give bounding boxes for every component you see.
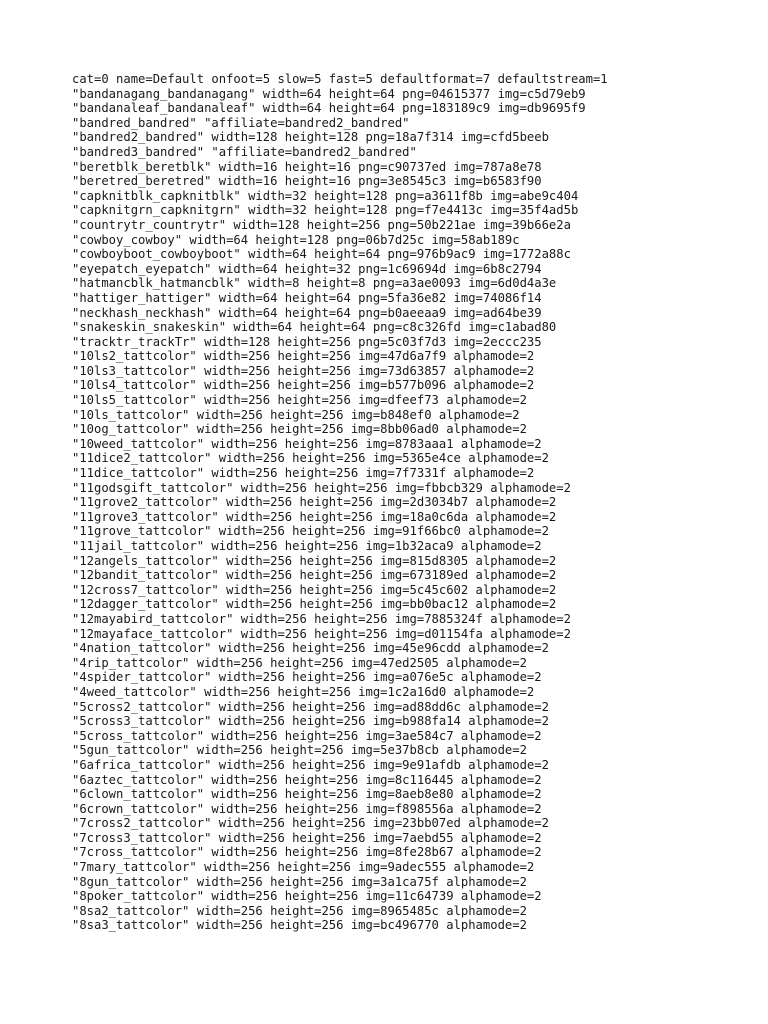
text-line: "7mary_tattcolor" width=256 height=256 img=9adec555 alphamode=2 bbox=[72, 860, 535, 875]
text-line: "4weed_tattcolor" width=256 height=256 img=1c2a16d0 alphamode=2 bbox=[72, 684, 535, 699]
text-line: "8poker_tattcolor" width=256 height=256 img=11c64739 alphamode=2 bbox=[72, 889, 542, 904]
text-line: "11grove_tattcolor" width=256 height=256 img=91f66bc0 alphamode=2 bbox=[72, 524, 549, 539]
text-line: "6aztec_tattcolor" width=256 height=256 img=8c116445 alphamode=2 bbox=[72, 772, 542, 787]
text-line: "11grove2_tattcolor" width=256 height=256 img=2d3034b7 alphamode=2 bbox=[72, 495, 557, 510]
text-line: "10ls2_tattcolor" width=256 height=256 img=47d6a7f9 alphamode=2 bbox=[72, 349, 535, 364]
text-line: "7cross3_tattcolor" width=256 height=256 img=7aebd55 alphamode=2 bbox=[72, 830, 542, 845]
text-line: "hatmancblk_hatmancblk" width=8 height=8 png=a3ae0093 img=6d0d4a3e bbox=[72, 276, 557, 291]
text-line: "7cross2_tattcolor" width=256 height=256 img=23bb07ed alphamode=2 bbox=[72, 816, 549, 831]
text-line: "4nation_tattcolor" width=256 height=256 img=45e96cdd alphamode=2 bbox=[72, 641, 549, 656]
text-line: "beretred_beretred" width=16 height=16 png=3e8545c3 img=b6583f90 bbox=[72, 174, 542, 189]
text-line: "10ls3_tattcolor" width=256 height=256 img=73d63857 alphamode=2 bbox=[72, 363, 535, 378]
text-line: "bandred2_bandred" width=128 height=128 png=18a7f314 img=cfd5beeb bbox=[72, 130, 549, 145]
text-line: "7cross_tattcolor" width=256 height=256 img=8fe28b67 alphamode=2 bbox=[72, 845, 542, 860]
text-line: "bandanaleaf_bandanaleaf" width=64 height=64 png=183189c9 img=db9695f9 bbox=[72, 101, 586, 116]
text-line: "11dice2_tattcolor" width=256 height=256 img=5365e4ce alphamode=2 bbox=[72, 451, 549, 466]
text-line: "snakeskin_snakeskin" width=64 height=64 png=c8c326fd img=c1abad80 bbox=[72, 320, 557, 335]
text-line: "6crown_tattcolor" width=256 height=256 img=f898556a alphamode=2 bbox=[72, 801, 542, 816]
text-line: "8gun_tattcolor" width=256 height=256 img=3a1ca75f alphamode=2 bbox=[72, 874, 527, 889]
text-line: "11godsgift_tattcolor" width=256 height=256 img=fbbcb329 alphamode=2 bbox=[72, 480, 571, 495]
text-line: "5cross_tattcolor" width=256 height=256 img=3ae584c7 alphamode=2 bbox=[72, 728, 542, 743]
text-line: "capknitgrn_capknitgrn" width=32 height=128 png=f7e4413c img=35f4ad5b bbox=[72, 203, 579, 218]
text-line: "11dice_tattcolor" width=256 height=256 img=7f7331f alphamode=2 bbox=[72, 466, 535, 481]
text-line: "12cross7_tattcolor" width=256 height=256 img=5c45c602 alphamode=2 bbox=[72, 582, 557, 597]
text-line: "10ls4_tattcolor" width=256 height=256 img=b577b096 alphamode=2 bbox=[72, 378, 535, 393]
text-line: "10og_tattcolor" width=256 height=256 img=8bb06ad0 alphamode=2 bbox=[72, 422, 527, 437]
text-line: "cowboyboot_cowboyboot" width=64 height=64 png=976b9ac9 img=1772a88c bbox=[72, 247, 571, 262]
text-line: "bandred3_bandred" "affiliate=bandred2_bandred" bbox=[72, 144, 417, 159]
text-line: cat=0 name=Default onfoot=5 slow=5 fast=5 defaultformat=7 defaultstream=1 bbox=[72, 72, 608, 86]
text-line: "8sa2_tattcolor" width=256 height=256 img=8965485c alphamode=2 bbox=[72, 903, 527, 918]
text-line: "capknitblk_capknitblk" width=32 height=128 png=a3611f8b img=abe9c404 bbox=[72, 188, 579, 203]
text-line: "eyepatch_eyepatch" width=64 height=32 png=1c69694d img=6b8c2794 bbox=[72, 261, 542, 276]
document-page bbox=[72, 72, 752, 933]
text-line: "12angels_tattcolor" width=256 height=256 img=815d8305 alphamode=2 bbox=[72, 553, 557, 568]
text-line: "beretblk_beretblk" width=16 height=16 png=c90737ed img=787a8e78 bbox=[72, 159, 542, 174]
text-line: "hattiger_hattiger" width=64 height=64 png=5fa36e82 img=74086f14 bbox=[72, 290, 542, 305]
text-line: "6africa_tattcolor" width=256 height=256 img=9e91afdb alphamode=2 bbox=[72, 757, 549, 772]
text-line: "8sa3_tattcolor" width=256 height=256 img=bc496770 alphamode=2 bbox=[72, 918, 527, 933]
text-line: "12mayaface_tattcolor" width=256 height=256 img=d01154fa alphamode=2 bbox=[72, 626, 571, 641]
text-line: "10ls_tattcolor" width=256 height=256 img=b848ef0 alphamode=2 bbox=[72, 407, 520, 422]
text-line: "11grove3_tattcolor" width=256 height=256 img=18a0c6da alphamode=2 bbox=[72, 509, 557, 524]
text-line: "11jail_tattcolor" width=256 height=256 img=1b32aca9 alphamode=2 bbox=[72, 539, 542, 553]
text-line: "neckhash_neckhash" width=64 height=64 png=b0aeeaa9 img=ad64be39 bbox=[72, 305, 542, 320]
text-line: "6clown_tattcolor" width=256 height=256 img=8aeb8e80 alphamode=2 bbox=[72, 787, 542, 802]
text-line: "4rip_tattcolor" width=256 height=256 img=47ed2505 alphamode=2 bbox=[72, 655, 527, 670]
text-line: "bandred_bandred" "affiliate=bandred2_bandred" bbox=[72, 115, 410, 130]
text-line: "bandanagang_bandanagang" width=64 height=64 png=04615377 img=c5d79eb9 bbox=[72, 86, 586, 101]
text-line: "5cross2_tattcolor" width=256 height=256 img=ad88dd6c alphamode=2 bbox=[72, 699, 549, 714]
text-line: "4spider_tattcolor" width=256 height=256 img=a076e5c alphamode=2 bbox=[72, 670, 542, 685]
text-line: "10weed_tattcolor" width=256 height=256 img=8783aaa1 alphamode=2 bbox=[72, 436, 542, 451]
text-line: "12dagger_tattcolor" width=256 height=256 img=bb0bac12 alphamode=2 bbox=[72, 597, 557, 612]
text-line: "5cross3_tattcolor" width=256 height=256 img=b988fa14 alphamode=2 bbox=[72, 714, 549, 729]
text-line: "5gun_tattcolor" width=256 height=256 img=5e37b8cb alphamode=2 bbox=[72, 743, 527, 758]
text-line: "cowboy_cowboy" width=64 height=128 png=06b7d25c img=58ab189c bbox=[72, 232, 520, 247]
text-line: "countrytr_countrytr" width=128 height=256 png=50b221ae img=39b66e2a bbox=[72, 217, 571, 232]
text-line: "12bandit_tattcolor" width=256 height=256 img=673189ed alphamode=2 bbox=[72, 568, 557, 583]
text-line: "10ls5_tattcolor" width=256 height=256 img=dfeef73 alphamode=2 bbox=[72, 393, 527, 408]
text-line: "12mayabird_tattcolor" width=256 height=256 img=7885324f alphamode=2 bbox=[72, 611, 571, 626]
text-line: "tracktr_trackTr" width=128 height=256 png=5c03f7d3 img=2eccc235 bbox=[72, 334, 542, 349]
